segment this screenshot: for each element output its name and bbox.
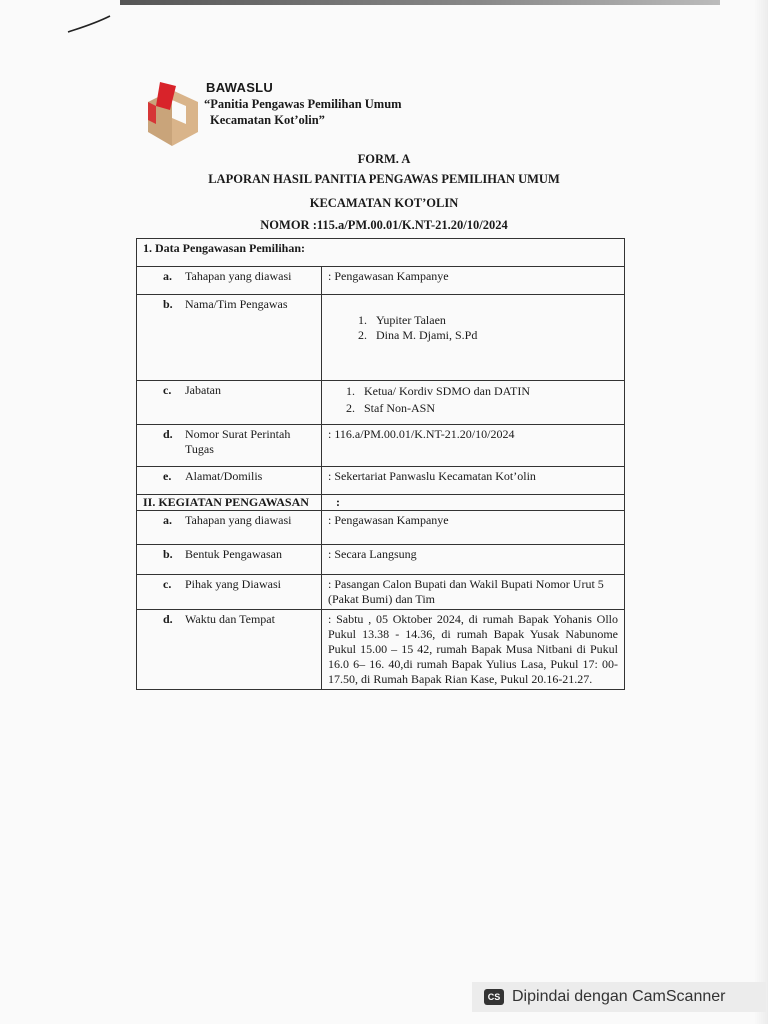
list-item: 2. Dina M. Djami, S.Pd	[358, 328, 478, 342]
table-row	[137, 575, 625, 610]
report-table	[136, 238, 625, 690]
table-row	[137, 425, 625, 467]
form-title: FORM. A	[357, 152, 411, 166]
row-label: Nomor Surat Perintah Tugas	[185, 427, 291, 456]
position-list	[328, 383, 618, 417]
org-subtitle	[204, 96, 402, 128]
camscanner-icon: CS	[484, 989, 504, 1005]
report-title: LAPORAN HASIL PANITIA PENGAWAS PEMILIHAN UMUM	[208, 172, 560, 186]
table-row	[137, 267, 625, 295]
table-row	[137, 545, 625, 575]
row-label: Alamat/Domilis	[185, 469, 263, 483]
row-label: Tahapan yang diawasi	[185, 513, 292, 527]
row-key: d.	[163, 612, 173, 626]
district-title: KECAMATAN KOT’OLIN	[309, 196, 459, 210]
row-key: b.	[163, 297, 173, 311]
list-item: 1. Ketua/ Kordiv SDMO dan DATIN	[346, 384, 530, 398]
row-key: a.	[163, 269, 172, 283]
row-label: Nama/Tim Pengawas	[185, 297, 288, 311]
table-row	[137, 239, 625, 267]
row-label: Jabatan	[185, 383, 221, 397]
org-subtitle-line1: “Panitia Pengawas Pemilihan Umum	[204, 97, 402, 111]
row-value: : 116.a/PM.00.01/K.NT-21.20/10/2024	[322, 425, 625, 467]
row-value: : Pasangan Calon Bupati dan Wakil Bupati Nomor Urut 5 (Pakat Bumi) dan Tim	[322, 575, 625, 610]
row-key: d.	[163, 427, 173, 441]
scan-top-edge	[120, 0, 720, 5]
row-value: : Pengawasan Kampanye	[322, 511, 625, 545]
row-value: : Sekertariat Panwaslu Kecamatan Kot’olin	[322, 467, 625, 495]
table-row	[137, 295, 625, 381]
camscanner-watermark	[472, 982, 766, 1012]
row-label: Bentuk Pengawasan	[185, 547, 282, 561]
row-value: : Sabtu , 05 Oktober 2024, di rumah Bapak Yohanis Ollo Pukul 13.38 - 14.36, di rumah Bapak Yusak Nabunome Pukul 15.00 – 15 42, rumah Bapak Musa Nitbani di Pukul 16.0 6– 16. 40,di rumah Bapak Yulius Lasa, Pukul 17: 00- 17.50, di Rumah Bapak Rian Kase, Pukul 20.16-21.27.	[322, 610, 625, 690]
row-label: Tahapan yang diawasi	[185, 269, 292, 283]
row-key: c.	[163, 383, 172, 397]
section1-heading: 1. Data Pengawasan Pemilihan:	[137, 239, 625, 267]
row-value: : Secara Langsung	[322, 545, 625, 575]
watermark-text: Dipindai dengan CamScanner	[512, 988, 726, 1005]
supervisor-list	[328, 313, 618, 343]
bawaslu-logo	[146, 80, 200, 148]
row-label: Pihak yang Diawasi	[185, 577, 281, 591]
row-key: e.	[163, 469, 172, 483]
row-key: a.	[163, 513, 172, 527]
table-row	[137, 511, 625, 545]
table-row	[137, 610, 625, 690]
table-row	[137, 467, 625, 495]
list-item: 1. Yupiter Talaen	[358, 313, 446, 327]
list-item: 2. Staf Non-ASN	[346, 401, 435, 415]
org-subtitle-line2: Kecamatan Kot’olin”	[210, 113, 325, 127]
table-row	[137, 381, 625, 425]
row-key: b.	[163, 547, 173, 561]
row-key: c.	[163, 577, 172, 591]
org-name: BAWASLU	[206, 80, 274, 95]
pen-stroke-mark	[66, 14, 112, 34]
document-number: NOMOR :115.a/PM.00.01/K.NT-21.20/10/2024	[260, 218, 508, 232]
table-row	[137, 495, 625, 511]
section2-heading: II. KEGIATAN PENGAWASAN	[137, 495, 322, 511]
row-value: : Pengawasan Kampanye	[322, 267, 625, 295]
row-label: Waktu dan Tempat	[185, 612, 275, 626]
section2-heading-colon: :	[322, 495, 625, 511]
